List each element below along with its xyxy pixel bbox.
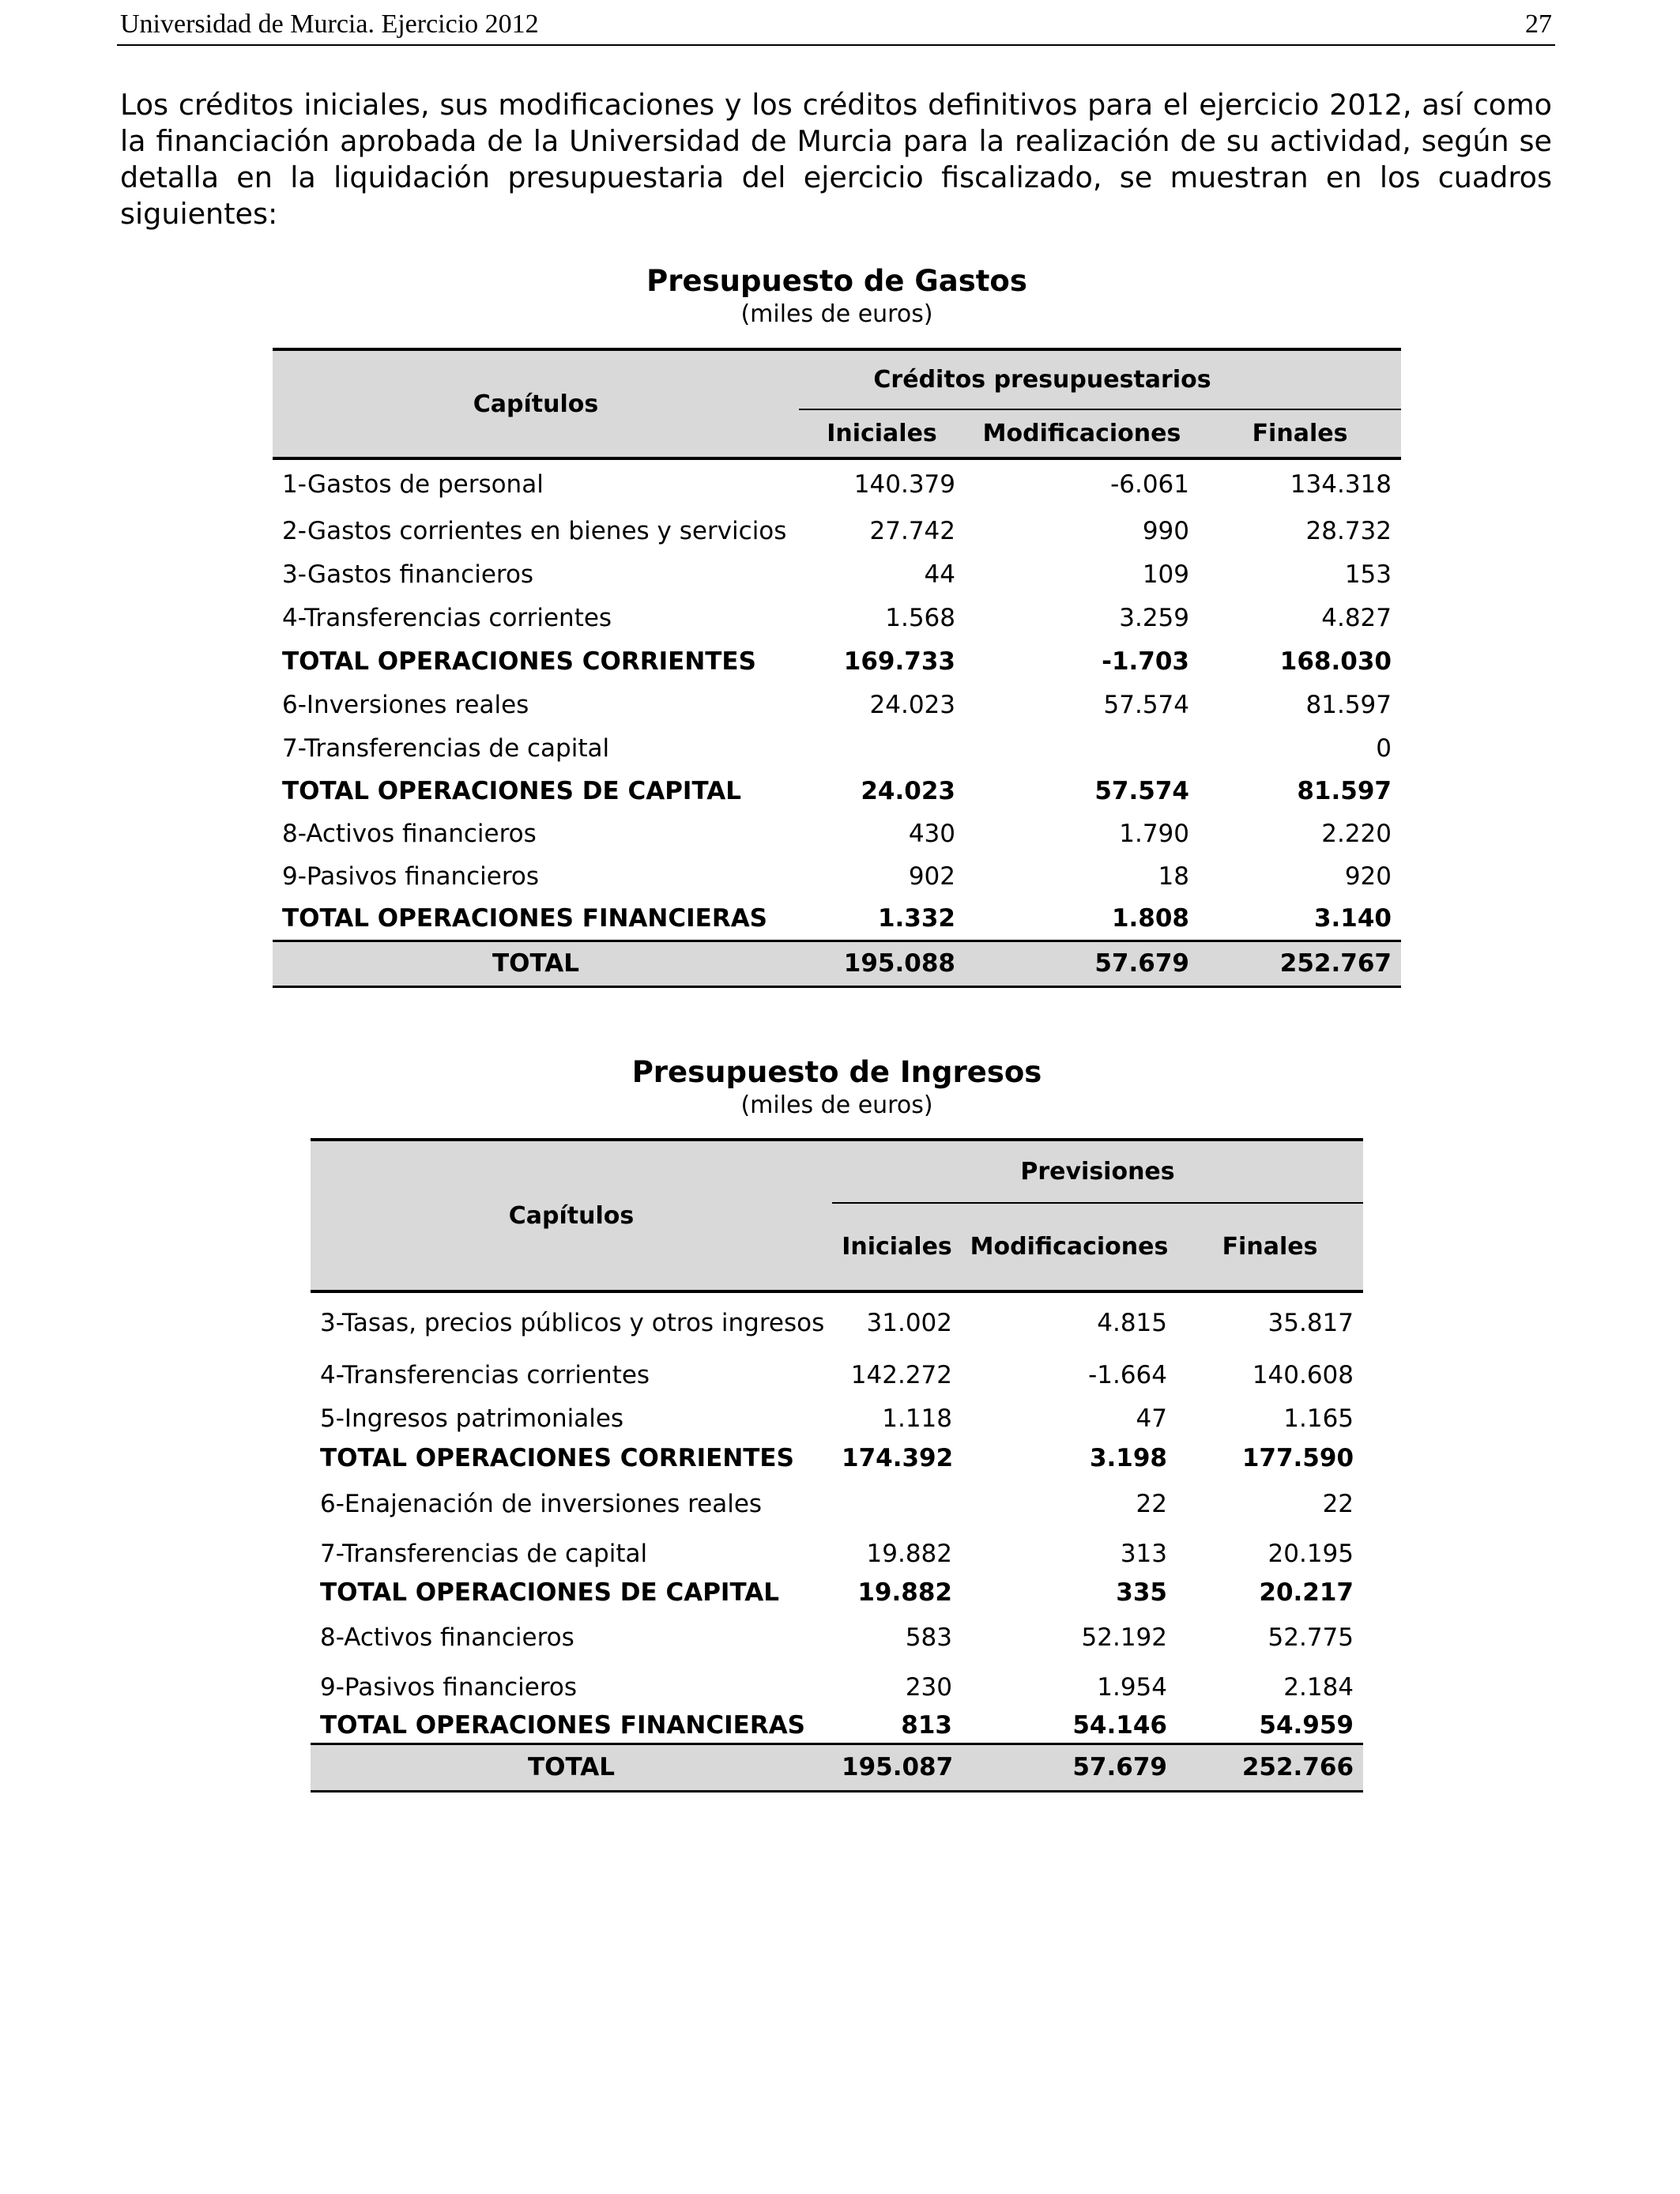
cell-label: TOTAL OPERACIONES FINANCIERAS xyxy=(282,904,768,933)
table-row xyxy=(311,1397,1363,1440)
cell-finales: 20.195 xyxy=(1268,1539,1354,1568)
cell-finales: 2.220 xyxy=(1321,820,1392,848)
cell-label: 9-Pasivos financieros xyxy=(282,862,540,891)
cell-label: 3-Tasas, precios públicos y otros ingresos xyxy=(320,1309,825,1337)
subtotal-row xyxy=(311,1709,1363,1744)
subtotal-row xyxy=(273,639,1401,683)
cell-label: 4-Transferencias corrientes xyxy=(320,1360,650,1389)
cell-iniciales xyxy=(799,726,965,770)
cell-label: 8-Activos financieros xyxy=(320,1623,574,1652)
cell-modificaciones: 22 xyxy=(1136,1490,1167,1518)
total-modificaciones: 57.679 xyxy=(965,941,1199,986)
total-iniciales: 195.088 xyxy=(799,941,965,986)
ingresos-header-group: Previsiones xyxy=(832,1140,1363,1203)
subtotal-row xyxy=(311,1575,1363,1610)
ingresos-header-finales: Finales xyxy=(1177,1203,1363,1291)
intro-paragraph: Los créditos iniciales, sus modificaciones y los créditos definitivos para el ejercicio 2012, así como la financiación aprobada de la Universidad de Murcia para la realización de su actividad, según se detalla en la liquidación presupuestaria del ejercicio fiscalizado, se muestran en los cuadros siguientes: xyxy=(120,88,1552,231)
table-row xyxy=(273,812,1401,855)
cell-finales: 3.140 xyxy=(1313,904,1392,933)
gastos-header-modificaciones: Modificaciones xyxy=(965,409,1199,458)
cell-label: 5-Ingresos patrimoniales xyxy=(320,1404,624,1433)
cell-iniciales: 230 xyxy=(905,1672,952,1702)
table-row xyxy=(273,552,1401,596)
cell-modificaciones: 1.808 xyxy=(1111,904,1189,933)
table-row xyxy=(273,596,1401,639)
cell-finales: 920 xyxy=(1344,862,1392,891)
cell-finales: 0 xyxy=(1376,733,1392,763)
cell-iniciales: 430 xyxy=(908,820,955,848)
cell-label: 6-Inversiones reales xyxy=(282,690,529,719)
cell-finales: 140.608 xyxy=(1252,1360,1354,1389)
cell-label: 1-Gastos de personal xyxy=(282,470,544,499)
cell-finales: 81.597 xyxy=(1297,777,1392,805)
cell-modificaciones: -6.061 xyxy=(1110,470,1189,499)
table-row xyxy=(311,1665,1363,1709)
total-finales: 252.766 xyxy=(1177,1744,1363,1791)
table-row xyxy=(311,1610,1363,1665)
cell-finales: 52.775 xyxy=(1268,1623,1354,1652)
cell-modificaciones: 57.574 xyxy=(1103,690,1189,719)
cell-modificaciones: -1.664 xyxy=(1088,1360,1167,1389)
cell-label: 6-Enajenación de inversiones reales xyxy=(320,1490,763,1518)
cell-iniciales: 174.392 xyxy=(842,1444,954,1472)
total-label: TOTAL xyxy=(311,1744,832,1791)
cell-modificaciones xyxy=(965,726,1199,770)
cell-modificaciones: 1.790 xyxy=(1119,820,1189,848)
ingresos-table xyxy=(311,1138,1363,1793)
cell-iniciales: 31.002 xyxy=(866,1309,952,1337)
cell-finales: 134.318 xyxy=(1290,470,1392,499)
page-number: 27 xyxy=(1525,9,1552,39)
table-row xyxy=(273,726,1401,770)
gastos-title: Presupuesto de Gastos xyxy=(646,264,1027,298)
cell-iniciales: 24.023 xyxy=(869,690,955,719)
cell-modificaciones: 54.146 xyxy=(1072,1711,1167,1740)
table-row xyxy=(311,1291,1363,1353)
cell-finales: 153 xyxy=(1344,560,1392,589)
cell-finales: 4.827 xyxy=(1321,603,1392,632)
subtotal-row xyxy=(311,1440,1363,1476)
ingresos-header-capitulos: Capítulos xyxy=(311,1140,832,1291)
cell-iniciales: 27.742 xyxy=(869,516,955,545)
cell-label: TOTAL OPERACIONES DE CAPITAL xyxy=(320,1578,779,1607)
cell-label: TOTAL OPERACIONES DE CAPITAL xyxy=(282,777,741,805)
running-header-title: Universidad de Murcia. Ejercicio 2012 xyxy=(120,9,539,39)
table-row xyxy=(311,1476,1363,1532)
cell-finales: 1.165 xyxy=(1283,1404,1354,1433)
cell-label: 8-Activos financieros xyxy=(282,820,537,848)
cell-iniciales: 24.023 xyxy=(861,777,955,805)
ingresos-subtitle: (miles de euros) xyxy=(740,1091,933,1119)
cell-finales: 35.817 xyxy=(1268,1309,1354,1337)
page-header xyxy=(117,5,1555,46)
total-iniciales: 195.087 xyxy=(832,1744,962,1791)
cell-label: 9-Pasivos financieros xyxy=(320,1672,578,1702)
cell-finales: 168.030 xyxy=(1279,647,1392,676)
ingresos-header-modificaciones: Modificaciones xyxy=(962,1203,1177,1291)
cell-finales: 20.217 xyxy=(1259,1578,1354,1607)
cell-label: 7-Transferencias de capital xyxy=(282,733,610,763)
table-row xyxy=(273,458,1401,509)
table-row xyxy=(273,855,1401,898)
cell-iniciales: 1.118 xyxy=(882,1404,952,1433)
cell-label: TOTAL OPERACIONES FINANCIERAS xyxy=(320,1711,806,1740)
subtotal-row xyxy=(273,898,1401,941)
cell-modificaciones: 3.198 xyxy=(1089,1444,1167,1472)
cell-modificaciones: 18 xyxy=(1158,862,1189,891)
ingresos-header-iniciales: Iniciales xyxy=(832,1203,962,1291)
grand-total-row xyxy=(273,941,1401,986)
ingresos-title: Presupuesto de Ingresos xyxy=(631,1055,1042,1089)
cell-finales: 22 xyxy=(1322,1490,1354,1518)
gastos-header-group: Créditos presupuestarios xyxy=(799,349,1401,409)
gastos-header-finales: Finales xyxy=(1199,409,1401,458)
gastos-table xyxy=(273,348,1401,988)
total-finales: 252.767 xyxy=(1199,941,1401,986)
cell-iniciales: 813 xyxy=(901,1711,952,1740)
cell-finales: 54.959 xyxy=(1259,1711,1354,1740)
cell-finales: 81.597 xyxy=(1305,690,1392,719)
table-row xyxy=(311,1353,1363,1397)
cell-label: TOTAL OPERACIONES CORRIENTES xyxy=(320,1444,794,1472)
total-label: TOTAL xyxy=(273,941,799,986)
cell-label: 2-Gastos corrientes en bienes y servicios xyxy=(282,516,787,545)
cell-iniciales: 142.272 xyxy=(850,1360,952,1389)
cell-iniciales: 1.332 xyxy=(877,904,955,933)
gastos-header-capitulos: Capítulos xyxy=(273,349,799,458)
cell-modificaciones: 47 xyxy=(1136,1404,1167,1433)
table-row xyxy=(273,683,1401,726)
cell-label: 3-Gastos financieros xyxy=(282,560,534,589)
cell-modificaciones: -1.703 xyxy=(1102,647,1189,676)
cell-label: TOTAL OPERACIONES CORRIENTES xyxy=(282,647,756,676)
cell-finales: 177.590 xyxy=(1241,1444,1354,1472)
cell-modificaciones: 3.259 xyxy=(1119,603,1189,632)
grand-total-row xyxy=(311,1744,1363,1791)
table-row xyxy=(273,509,1401,552)
cell-iniciales: 44 xyxy=(924,560,955,589)
cell-label: 4-Transferencias corrientes xyxy=(282,603,612,632)
cell-iniciales: 583 xyxy=(905,1623,952,1652)
cell-modificaciones: 313 xyxy=(1120,1539,1167,1568)
cell-modificaciones: 1.954 xyxy=(1097,1672,1167,1702)
cell-iniciales: 1.568 xyxy=(885,603,955,632)
cell-iniciales: 902 xyxy=(908,862,955,891)
cell-iniciales: 140.379 xyxy=(853,470,955,499)
cell-finales: 2.184 xyxy=(1283,1672,1354,1702)
table-row xyxy=(311,1532,1363,1575)
cell-iniciales: 19.882 xyxy=(857,1578,952,1607)
gastos-header-iniciales: Iniciales xyxy=(799,409,965,458)
cell-iniciales: 169.733 xyxy=(843,647,955,676)
cell-modificaciones: 57.574 xyxy=(1094,777,1189,805)
cell-finales: 28.732 xyxy=(1305,516,1392,545)
subtotal-row xyxy=(273,770,1401,812)
cell-modificaciones: 990 xyxy=(1142,516,1189,545)
cell-iniciales xyxy=(832,1476,962,1532)
gastos-subtitle: (miles de euros) xyxy=(740,300,933,328)
cell-modificaciones: 52.192 xyxy=(1081,1623,1167,1652)
cell-modificaciones: 109 xyxy=(1142,560,1189,589)
cell-iniciales: 19.882 xyxy=(866,1539,952,1568)
cell-modificaciones: 335 xyxy=(1116,1578,1167,1607)
cell-label: 7-Transferencias de capital xyxy=(320,1539,648,1568)
total-modificaciones: 57.679 xyxy=(962,1744,1177,1791)
cell-modificaciones: 4.815 xyxy=(1097,1309,1167,1337)
